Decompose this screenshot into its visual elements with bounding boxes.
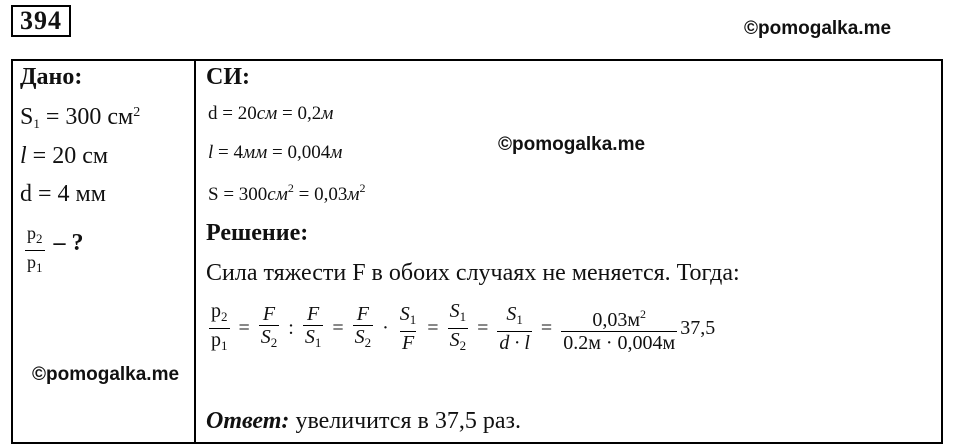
answer-text: увеличится в 37,5 раз.	[289, 408, 521, 434]
column-divider	[194, 59, 196, 444]
given-length: l = 20 см	[20, 143, 109, 169]
solution-heading: Решение:	[206, 220, 309, 246]
si-heading: СИ:	[206, 64, 250, 90]
watermark-top: ©pomogalka.me	[744, 18, 892, 39]
si-line-d: d = 20см = 0,2м	[208, 103, 334, 124]
given-heading: Дано:	[20, 64, 83, 90]
watermark-middle: ©pomogalka.me	[498, 134, 646, 155]
given-thickness: d = 4 мм	[20, 181, 106, 207]
si-line-l: l = 4мм = 0,004м	[208, 142, 343, 163]
given-area: $S_1 = 300$ $см^2$	[20, 104, 141, 131]
problem-number: 394	[11, 5, 71, 37]
answer-label: Ответ:	[206, 408, 290, 434]
solution-table	[11, 59, 943, 444]
given-find: $\frac{p_2}{p_1}$ – ?	[22, 222, 84, 279]
watermark-bottom: ©pomogalka.me	[32, 364, 180, 385]
solution-formula: $\frac{p_2}{p_1}$ = $\frac{F}{S_2}$ : $\frac{F}{S_1}$ = $\frac{F}{S_2}$ · $\frac{S_1}{F}$ = $\frac{S_1}{S_2}$ = $\frac{S_1}{d \cdot l}$ = $\frac{0,03м^2}{0.2м \cdot 0,004м}$ 37,5	[206, 300, 715, 357]
si-line-s: $S = 300см^2 = 0,03м^2$	[208, 181, 366, 205]
solution-statement: Сила тяжести F в обоих случаях не меняется. Тогда:	[206, 260, 740, 286]
answer-line	[206, 408, 521, 435]
